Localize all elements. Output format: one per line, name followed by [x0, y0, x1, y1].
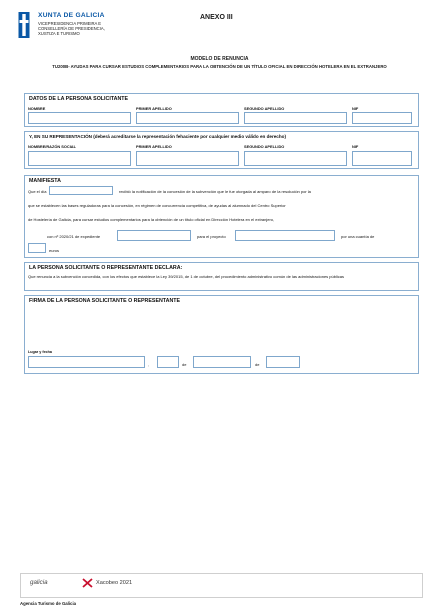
nombre-label: NOMBRE — [28, 106, 46, 111]
nif-field[interactable] — [352, 151, 412, 166]
footer-logos — [20, 573, 423, 598]
form-title: MODELO DE RENUNCIA — [190, 56, 249, 62]
annex-label: ANEXO III — [200, 14, 233, 21]
segundo-apellido-field[interactable] — [244, 151, 347, 166]
de-text-2: de — [255, 362, 260, 367]
line3-text: de Hostelería de Galicia, para cursar estudios complementarios para la obtención de un título oficial en Dirección Hotelera en el extranjero, — [28, 217, 275, 222]
segundo-apellido-label: SEGUNDO APELLIDO — [244, 144, 285, 149]
section-title: Y, EN SU REPRESENTACIÓN (deberá acreditarse la representación fehaciente por cualquier medio válido en derecho) — [29, 134, 286, 139]
comma-text: , — [148, 362, 150, 367]
primer-apellido-field[interactable] — [136, 151, 239, 166]
section-title: LA PERSONA SOLICITANTE O REPRESENTANTE DECLARA: — [29, 265, 183, 271]
declara-section — [24, 262, 419, 291]
que-el-dia-text: Que el día — [28, 189, 47, 194]
department-name: VICEPRESIDENCIA PRIMEIRA E CONSELLERÍA DE PRESIDENCIA, XUSTIZA E TURISMO — [38, 21, 105, 37]
firma-section — [24, 295, 419, 374]
xacobeo-logo: Xacobeo 2021 — [96, 580, 133, 586]
declara-text: Que renuncia a la subvención concedida, con los efectos que establece la Ley 39/2015, de 1 de octubre, del procedimiento administrativo común de las administraciones públicas — [28, 274, 344, 279]
dia-firma-field[interactable] — [157, 356, 179, 368]
line2-text: que se establecen las bases reguladoras para la concesión, en régimen de concurrencia competitiva, de ayudas al alumnado del Centro Superior — [28, 203, 286, 208]
anio-field[interactable] — [266, 356, 300, 368]
expediente-text: con nº 2020/21 de expediente — [47, 234, 101, 239]
proyecto-field[interactable] — [235, 230, 335, 241]
agency-name: Agencia Turismo de Galicia — [20, 601, 77, 606]
nif-label: NIF — [352, 106, 359, 111]
applicant-section — [24, 93, 419, 127]
primer-apellido-label: PRIMER APELLIDO — [136, 106, 172, 111]
nombre-field[interactable] — [28, 112, 131, 124]
dia-field[interactable] — [49, 186, 113, 195]
razon-social-field[interactable] — [28, 151, 131, 166]
expediente-field[interactable] — [117, 230, 191, 241]
manifiesta-section — [24, 175, 419, 258]
form-subtitle: TU200B- AYUDAS PARA CURSAR ESTUDIOS COMPLEMENTARIOS PARA LA OBTENCIÓN DE UN TÍTULO OFICIAL EN DIRECCIÓN HOTELERA EN EL EXTRANJERO — [52, 64, 387, 69]
mes-field[interactable] — [193, 356, 251, 368]
xunta-shield-icon — [18, 12, 30, 38]
xacobeo-logo-icon — [82, 578, 93, 588]
org-name: XUNTA DE GALICIA — [38, 12, 105, 19]
lugar-fecha-label: Lugar y fecha — [28, 350, 52, 354]
primer-apellido-label: PRIMER APELLIDO — [136, 144, 172, 149]
cuantia-text: por una cuantía de — [341, 234, 375, 239]
razon-social-label: NOMBRE/RAZÓN SOCIAL — [28, 144, 76, 149]
euros-text: euros — [49, 248, 60, 253]
nif-label: NIF — [352, 144, 359, 149]
de-text: de — [182, 362, 187, 367]
cuantia-field[interactable] — [28, 243, 46, 253]
line1-text: recibió la notificación de la concesión de la subvención que le fue otorgada al amparo de la resolución por la — [119, 189, 311, 194]
segundo-apellido-label: SEGUNDO APELLIDO — [244, 106, 285, 111]
section-title: FIRMA DE LA PERSONA SOLICITANTE O REPRESENTANTE — [29, 298, 181, 304]
primer-apellido-field[interactable] — [136, 112, 239, 124]
galicia-logo: galicia — [30, 579, 48, 586]
para-proyecto-text: para el proyecto — [197, 234, 226, 239]
section-title: MANIFIESTA — [29, 178, 61, 184]
lugar-field[interactable] — [28, 356, 145, 368]
representative-section — [24, 131, 419, 169]
segundo-apellido-field[interactable] — [244, 112, 347, 124]
section-title: DATOS DE LA PERSONA SOLICITANTE — [29, 96, 129, 102]
nif-field[interactable] — [352, 112, 412, 124]
